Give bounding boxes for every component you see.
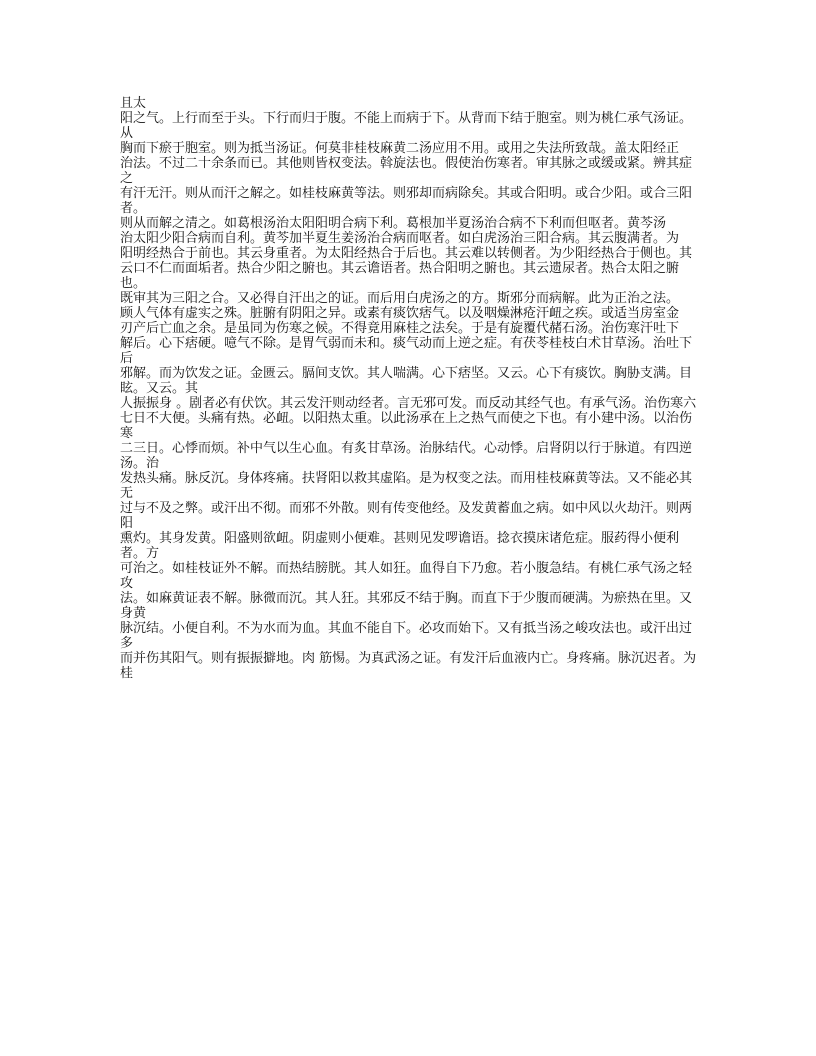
text-line: 云口不仁而面垢者。热合少阳之腑也。其云谵语者。热合阳明之腑也。其云遗尿者。热合太阳之腑也。 [120, 261, 680, 291]
text-line: 既审其为三阳之合。又必得自汗出之的证。而后用白虎汤之的方。斯邪分而病解。此为正治之法。 [120, 291, 680, 306]
text-line: 且太 [120, 96, 147, 111]
text-line: 治法。不过二十余条而已。其他则皆权变法。斡旋法也。假使治伤寒者。审其脉之或缓或紧。辨其症之 [120, 156, 693, 186]
text-line: 发热头痛。脉反沉。身体疼痛。扶肾阳以救其虚陷。是为权变之法。而用桂枝麻黄等法。又不能必其无 [120, 471, 693, 501]
text-line: 人振振身 。剧者必有伏饮。其云发汗则动经者。言无邪可发。而反动其经气也。有承气汤。治伤寒六 [120, 396, 697, 411]
text-line: 刃产后亡血之余。是虽同为伤寒之候。不得竟用麻桂之法矣。于是有旋覆代赭石汤。治伤寒汗吐下 [120, 321, 680, 336]
text-line: 则从而解之清之。如葛根汤治太阳阳明合病下利。葛根加半夏汤治合病不下利而但呕者。黄芩汤 [120, 216, 667, 231]
text-line: 阳之气。上行而至于头。下行而归于腹。不能上而病于下。从背而下结于胞室。则为桃仁承气汤证。从 [120, 111, 693, 141]
text-line: 二三日。心悸而烦。补中气以生心血。有炙甘草汤。治脉结代。心动悸。启肾阴以行于脉道。有四逆汤。治 [120, 441, 693, 471]
text-line: 过与不及之弊。或汗出不彻。而邪不外散。则有传变他经。及发黄蓄血之病。如中风以火劫汗。则两阳 [120, 501, 693, 531]
text-line: 有汗无汗。则从而汗之解之。如桂枝麻黄等法。则邪却而病除矣。其或合阳明。或合少阳。或合三阳者。 [120, 186, 693, 216]
text-line: 熏灼。其身发黄。阳盛则欲衄。阴虚则小便难。甚则见发啰谵语。捻衣摸床诸危症。服药得小便利者。方 [120, 531, 680, 561]
text-line: 解后。心下痞硬。噫气不除。是胃气弱而未和。痰气动而上逆之症。有茯苓桂枝白术甘草汤。治吐下后 [120, 336, 693, 366]
text-line: 可治之。如桂枝证外不解。而热结膀胱。其人如狂。血得自下乃愈。若小腹急结。有桃仁承气汤之轻攻 [120, 561, 693, 591]
text-line: 胸而下瘀于胞室。则为抵当汤证。何莫非桂枝麻黄二汤应用不用。或用之失法所致哉。盖太阳经正 [120, 141, 680, 156]
document-page [120, 96, 702, 681]
text-line: 七日不大便。头痛有热。必衄。以阳热太重。以此汤承在上之热气而使之下也。有小建中汤。以治伤寒 [120, 411, 693, 441]
text-line: 脉沉结。小便自利。不为水而为血。其血不能自下。必攻而始下。又有抵当汤之峻攻法也。或汗出过多 [120, 621, 693, 651]
text-line: 法。如麻黄证表不解。脉微而沉。其人狂。其邪反不结于胸。而直下于少腹而硬满。为瘀热在里。又身黄 [120, 591, 693, 621]
text-line: 阳明经热合于前也。其云身重者。为太阳经热合于后也。其云难以转侧者。为少阳经热合于侧也。其 [120, 246, 693, 261]
text-line: 而并伤其阳气。则有振振擗地。肉 筋惕。为真武汤之证。有发汗后血液内亡。身疼痛。脉沉迟者。为桂 [120, 651, 697, 681]
text-line: 顾人气体有虚实之殊。脏腑有阴阳之异。或素有痰饮痞气。以及咽燥淋疮汗衄之疾。或适当房室金 [120, 306, 680, 321]
text-line: 邪解。而为饮发之证。金匮云。膈间支饮。其人喘满。心下痞坚。又云。心下有痰饮。胸胁支满。目眩。又云。其 [120, 366, 693, 396]
text-line: 治太阳少阳合病而自利。黄芩加半夏生姜汤治合病而呕者。如白虎汤治三阳合病。其云腹满者。为 [120, 231, 680, 246]
